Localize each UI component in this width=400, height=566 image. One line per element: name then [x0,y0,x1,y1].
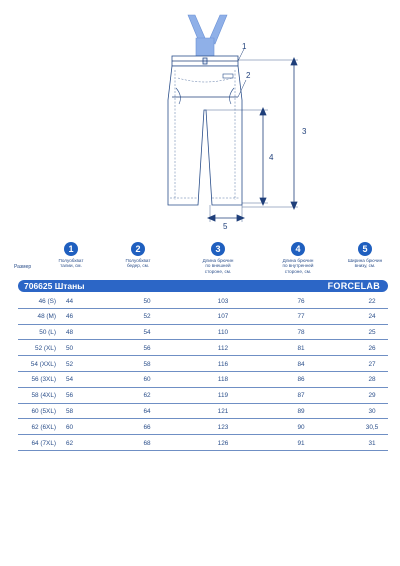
cell-size: 48 (M) [37,313,56,321]
suspenders [188,15,227,56]
cell-outer-length: 110 [217,329,229,337]
cell-inner-length: 89 [297,408,305,416]
cell-size: 56 (3XL) [31,376,56,384]
cell-inner-length: 90 [297,423,305,431]
table-header [0,242,400,278]
header-label: Полуобхват [58,258,84,263]
cell-size: 60 (5XL) [31,408,56,416]
cell-outer-length: 107 [217,313,229,321]
cell-outer-length: 112 [217,344,229,352]
cell-waist: 50 [66,344,74,352]
header-label: талии, см. [60,263,82,269]
table-row [18,356,388,372]
cell-leg-width: 25 [368,329,376,337]
model-title-bar [18,280,388,292]
header-label: стороне, см. [204,268,232,274]
pants-outline [168,66,242,205]
header-label: стороне, см. [284,268,312,274]
cell-waist: 44 [66,297,74,305]
cell-inner-length: 87 [297,392,305,400]
cell-outer-length: 126 [217,439,229,447]
header-badge-3: 3 [211,242,225,256]
header-badge-2: 2 [131,242,145,256]
header-waist [48,242,94,269]
cell-size: 54 (XXL) [30,360,56,368]
cell-inner-length: 76 [297,297,305,305]
cell-size: 62 (6XL) [31,423,56,431]
header-label: Полуобхват [125,258,151,263]
marker-2: 2 [246,71,251,80]
cell-hips: 64 [143,408,151,416]
cell-inner-length: 86 [297,376,305,384]
cell-inner-length: 78 [297,329,305,337]
table-row [18,309,388,325]
cell-inner-length: 81 [297,344,305,352]
cell-hips: 50 [143,297,151,305]
cell-leg-width: 27 [368,360,376,368]
table-row [18,340,388,356]
cell-size: 64 (7XL) [31,439,56,447]
model-name: 706625 Штаны [24,281,85,291]
header-badge-4: 4 [291,242,305,256]
cell-inner-length: 84 [297,360,305,368]
cell-waist: 48 [66,329,74,337]
table-row [18,372,388,388]
cell-size: 52 (XL) [35,344,56,352]
size-table [18,293,388,451]
cell-leg-width: 28 [368,376,376,384]
marker-5: 5 [223,222,228,231]
cell-waist: 62 [66,439,74,447]
cell-leg-width: 30,5 [365,423,379,431]
header-label: по внутренней [282,263,314,269]
cell-waist: 58 [66,408,74,416]
table-row [18,419,388,435]
header-hips [115,242,161,269]
cell-inner-length: 77 [297,313,305,321]
header-label: бедер, см. [126,263,150,269]
marker-4: 4 [269,153,274,162]
cell-leg-width: 26 [368,344,376,352]
cell-leg-width: 24 [368,313,376,321]
header-label: Длина брючин [202,258,234,263]
cell-hips: 58 [143,360,151,368]
size-header: Размер [14,264,32,270]
table-row [18,404,388,420]
cell-waist: 52 [66,360,74,368]
cell-hips: 66 [143,423,151,431]
cell-outer-length: 116 [217,360,229,368]
cell-waist: 54 [66,376,74,384]
header-badge-1: 1 [64,242,78,256]
header-leg-width [340,242,390,269]
cell-hips: 68 [143,439,151,447]
marker-1: 1 [242,42,247,51]
table-row [18,293,388,309]
cell-waist: 60 [66,423,74,431]
cell-hips: 62 [143,392,151,400]
cell-leg-width: 22 [368,297,376,305]
header-inner-length [274,242,322,274]
cell-leg-width: 29 [368,392,376,400]
cell-outer-length: 123 [217,423,229,431]
cell-outer-length: 119 [217,392,229,400]
header-label: внизу, см. [354,263,376,269]
table-row [18,325,388,341]
header-badge-5: 5 [358,242,372,256]
cell-outer-length: 121 [217,408,229,416]
header-label: Длина брючин [282,258,314,263]
cell-size: 46 (S) [38,297,56,305]
cell-size: 50 (L) [39,329,56,337]
cell-waist: 56 [66,392,74,400]
cell-outer-length: 103 [217,297,229,305]
cell-hips: 60 [143,376,151,384]
cell-inner-length: 91 [297,439,305,447]
cell-hips: 52 [143,313,151,321]
table-row [18,388,388,404]
cell-size: 58 (4XL) [31,392,56,400]
cell-leg-width: 31 [368,439,376,447]
brand-name: FORCELAB [327,281,380,291]
cell-outer-length: 118 [217,376,229,384]
cell-hips: 56 [143,344,151,352]
cell-leg-width: 30 [368,408,376,416]
cell-hips: 54 [143,329,151,337]
table-row [18,435,388,451]
pants-diagram [0,0,400,240]
cell-waist: 46 [66,313,74,321]
header-outer-length [195,242,241,274]
header-label: по внешней [205,263,231,269]
header-label: Ширина брючин [347,258,383,263]
marker-3: 3 [302,127,307,136]
